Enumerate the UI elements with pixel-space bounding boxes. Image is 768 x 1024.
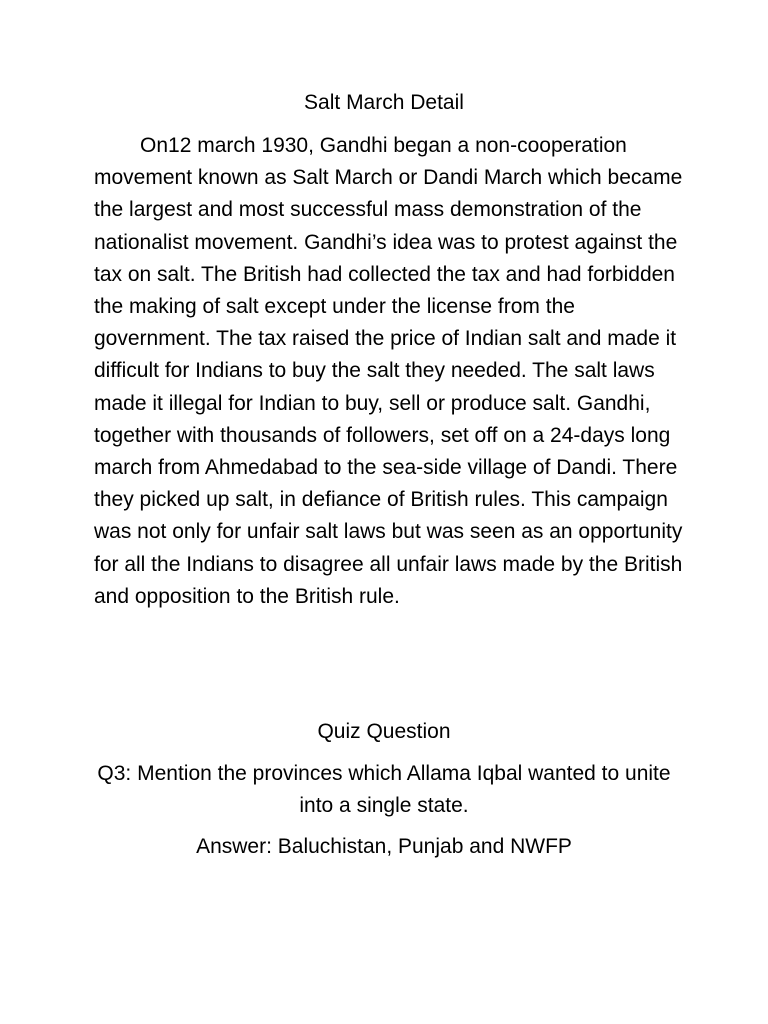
- body-paragraph: On12 march 1930, Gandhi began a non-cooperation movement known as Salt March or Dandi March which became the largest and most successful mass demonstration of the nationalist movement. Gandhi’s idea was to protest against the tax on salt. The British had collected the tax and had forbidden the making of salt except under the license from the government. The tax raised the price of Indian salt and made it difficult for Indians to buy the salt they needed. The salt laws made it illegal for Indian to buy, sell or produce salt. Gandhi, together with thousands of followers, set off on a 24-days long march from Ahmedabad to the sea-side village of Dandi. There they picked up salt, in defiance of British rules. This campaign was not only for unfair salt laws but was seen as an opportunity for all the Indians to disagree all unfair laws made by the British and opposition to the British rule.: [94, 134, 683, 608]
- quiz-answer: Answer: Baluchistan, Punjab and NWFP: [196, 835, 572, 858]
- quiz-question: Q3: Mention the provinces which Allama Iqbal wanted to unite into a single state.: [97, 762, 671, 817]
- quiz-heading: Quiz Question: [317, 720, 451, 743]
- document-title: Salt March Detail: [304, 91, 464, 114]
